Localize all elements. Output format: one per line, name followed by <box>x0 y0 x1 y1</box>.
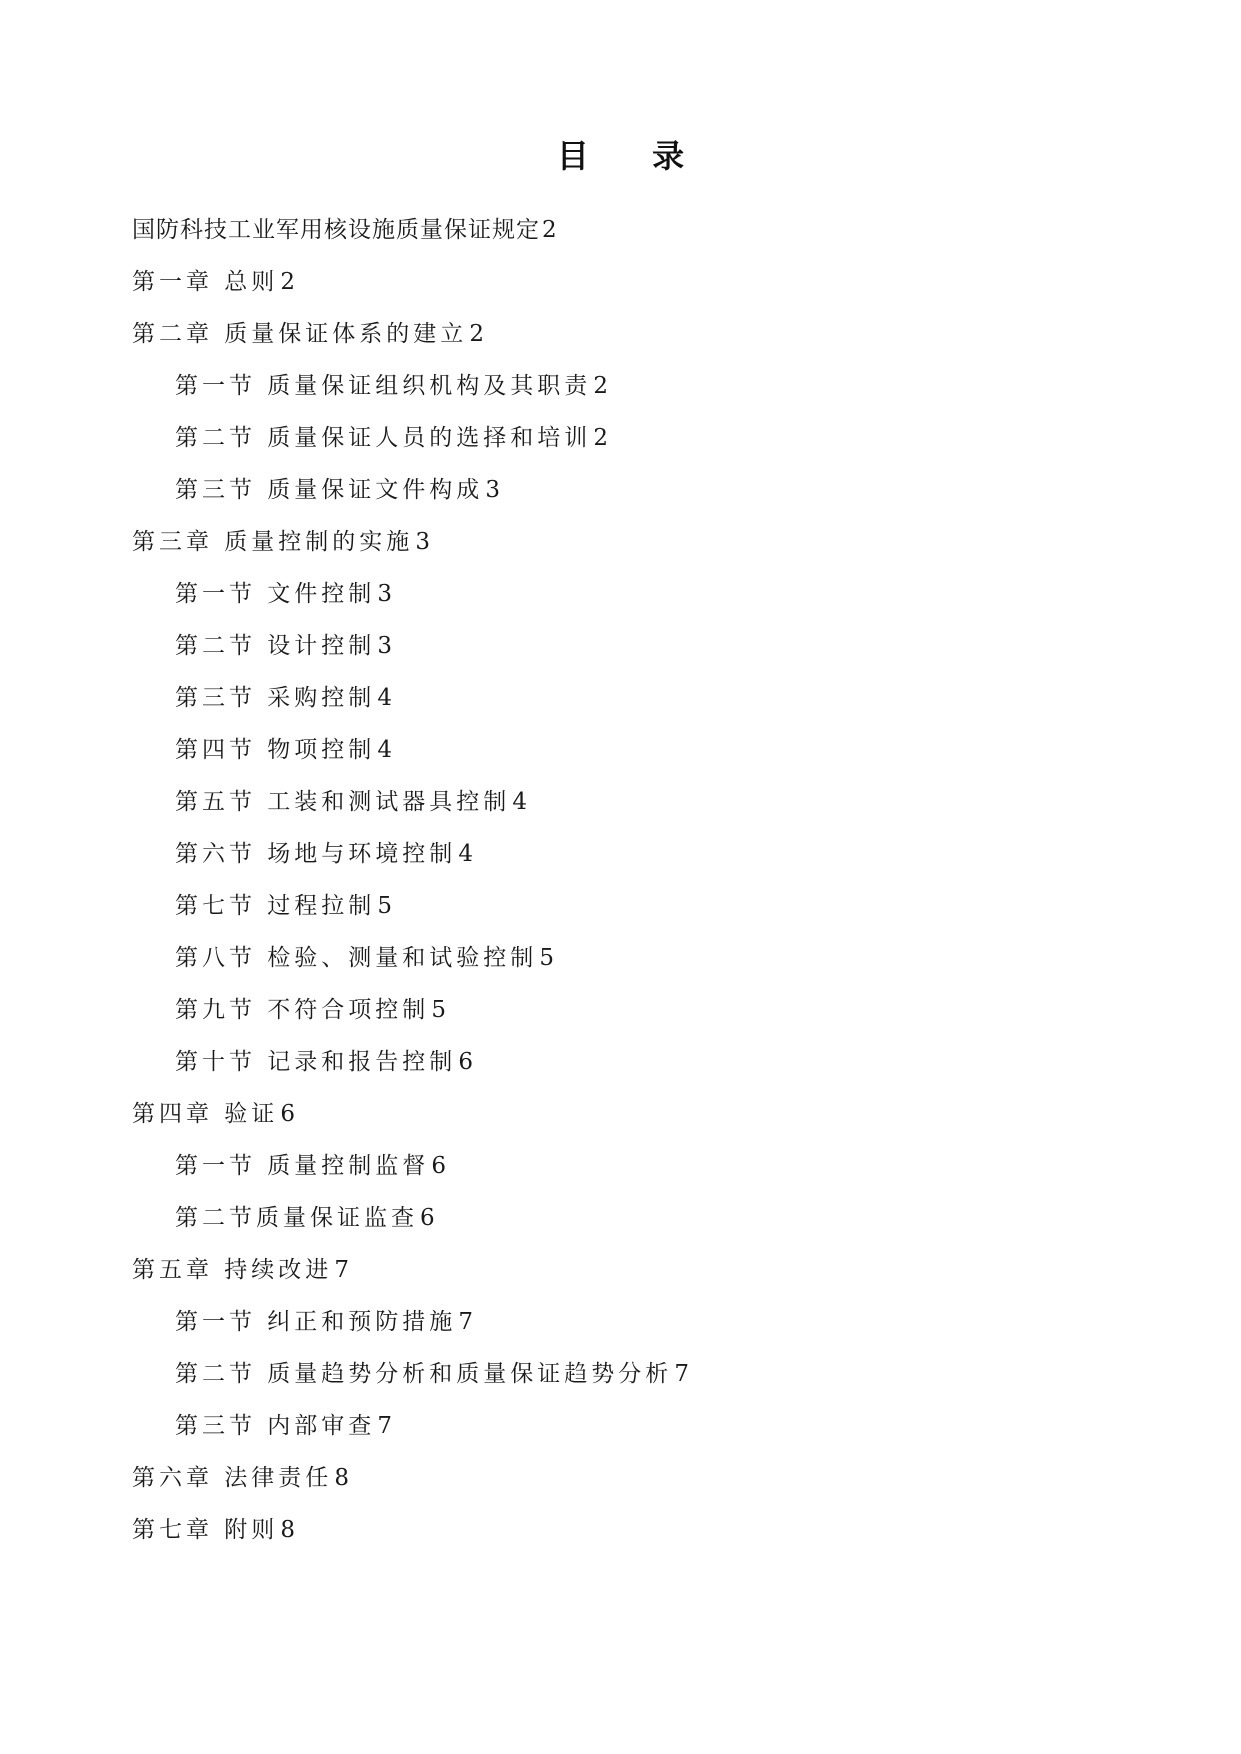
toc-entry-page: 3 <box>377 633 392 659</box>
toc-entry[interactable] <box>132 1192 1132 1244</box>
toc-entry-page: 5 <box>377 893 392 919</box>
toc-entry-page: 6 <box>431 1153 446 1179</box>
toc-entry-text: 第六章 法律责任 <box>132 1465 333 1491</box>
toc-entry-text: 第十节 记录和报告控制 <box>175 1049 457 1075</box>
toc-entry-page: 7 <box>334 1257 349 1283</box>
toc-entry[interactable] <box>132 1348 1132 1400</box>
toc-entry[interactable] <box>132 932 1132 984</box>
toc-entry[interactable] <box>132 724 1132 776</box>
toc-entry[interactable] <box>132 360 1132 412</box>
toc-entry[interactable] <box>132 620 1132 672</box>
toc-entry[interactable] <box>132 1504 1132 1556</box>
toc-entry-page: 5 <box>539 945 554 971</box>
toc-entry[interactable] <box>132 308 1132 360</box>
toc-entry[interactable] <box>132 1088 1132 1140</box>
toc-entry[interactable] <box>132 1452 1132 1504</box>
toc-entry[interactable] <box>132 1296 1132 1348</box>
toc-title: 目 录 <box>556 137 711 175</box>
toc-entry[interactable] <box>132 672 1132 724</box>
toc-entry-text: 第三节 质量保证文件构成 <box>175 477 484 503</box>
toc-list <box>132 204 1132 1556</box>
toc-entry-page: 6 <box>280 1101 295 1127</box>
toc-entry-page: 4 <box>377 737 392 763</box>
toc-entry[interactable] <box>132 204 1132 256</box>
toc-entry[interactable] <box>132 568 1132 620</box>
toc-entry-text: 第三章 质量控制的实施 <box>132 529 414 555</box>
toc-entry-page: 4 <box>512 789 527 815</box>
toc-entry-text: 国防科技工业军用核设施质量保证规定 <box>132 217 540 243</box>
toc-entry[interactable] <box>132 516 1132 568</box>
toc-entry-text: 第二节 质量保证人员的选择和培训 <box>175 425 592 451</box>
toc-entry-page: 2 <box>593 425 608 451</box>
toc-entry[interactable] <box>132 412 1132 464</box>
toc-entry-text: 第一节 文件控制 <box>175 581 376 607</box>
toc-entry-page: 2 <box>593 373 608 399</box>
toc-entry-text: 第三节 内部审查 <box>175 1413 376 1439</box>
toc-entry-text: 第七章 附则 <box>132 1517 279 1543</box>
toc-entry-text: 第五节 工装和测试器具控制 <box>175 789 511 815</box>
toc-entry-page: 7 <box>458 1309 473 1335</box>
toc-entry-page: 3 <box>415 529 430 555</box>
toc-entry-page: 2 <box>469 321 484 347</box>
toc-entry-text: 第五章 持续改进 <box>132 1257 333 1283</box>
toc-entry-text: 第一节 质量保证组织机构及其职责 <box>175 373 592 399</box>
toc-entry-text: 第三节 采购控制 <box>175 685 376 711</box>
toc-entry-text: 第二章 质量保证体系的建立 <box>132 321 468 347</box>
toc-entry[interactable] <box>132 1244 1132 1296</box>
toc-entry-page: 6 <box>458 1049 473 1075</box>
toc-entry-page: 6 <box>420 1205 435 1231</box>
toc-entry[interactable] <box>132 776 1132 828</box>
toc-entry-page: 8 <box>334 1465 349 1491</box>
toc-entry-text: 第七节 过程拉制 <box>175 893 376 919</box>
toc-entry-page: 4 <box>377 685 392 711</box>
toc-entry-page: 8 <box>280 1517 295 1543</box>
toc-entry-page: 4 <box>458 841 473 867</box>
toc-entry[interactable] <box>132 1140 1132 1192</box>
toc-entry-text: 第二节 设计控制 <box>175 633 376 659</box>
toc-entry[interactable] <box>132 1036 1132 1088</box>
toc-entry-text: 第四节 物项控制 <box>175 737 376 763</box>
toc-entry-text: 第二节 质量趋势分析和质量保证趋势分析 <box>175 1361 673 1387</box>
toc-entry[interactable] <box>132 984 1132 1036</box>
toc-entry-text: 第六节 场地与环境控制 <box>175 841 457 867</box>
toc-entry-page: 3 <box>485 477 500 503</box>
toc-entry-text: 第一节 纠正和预防措施 <box>175 1309 457 1335</box>
toc-entry-text: 第一节 质量控制监督 <box>175 1153 430 1179</box>
toc-entry[interactable] <box>132 880 1132 932</box>
toc-entry[interactable] <box>132 464 1132 516</box>
toc-entry-page: 7 <box>377 1413 392 1439</box>
toc-entry-text: 第九节 不符合项控制 <box>175 997 430 1023</box>
toc-entry-page: 7 <box>674 1361 689 1387</box>
toc-entry-text: 第八节 检验、测量和试验控制 <box>175 945 538 971</box>
toc-entry-page: 2 <box>542 217 557 243</box>
toc-entry[interactable] <box>132 828 1132 880</box>
toc-entry[interactable] <box>132 256 1132 308</box>
toc-entry[interactable] <box>132 1400 1132 1452</box>
toc-entry-text: 第四章 验证 <box>132 1101 279 1127</box>
toc-entry-text: 第一章 总则 <box>132 269 279 295</box>
toc-entry-page: 3 <box>377 581 392 607</box>
toc-entry-text: 第二节质量保证监查 <box>175 1205 418 1231</box>
toc-entry-page: 5 <box>431 997 446 1023</box>
toc-entry-page: 2 <box>280 269 295 295</box>
